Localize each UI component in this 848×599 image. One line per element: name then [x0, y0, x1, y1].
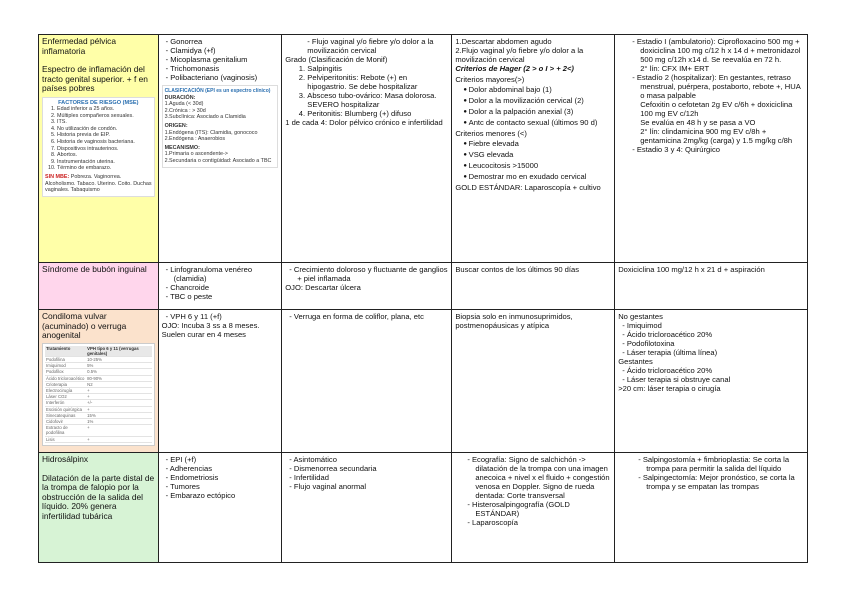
treatment-item: - Salpingostomía + fimbrioplastia: Se corta la trompa para permitir la salida del líquido: [638, 455, 804, 473]
disease-definition: Dilatación de la parte distal de la trompa de falopio por la obstrucción de la salida del líquido. 20% genera infertilidad tubárica: [42, 472, 155, 521]
cell-disease-bubon: [39, 263, 159, 310]
major-criterion: ● Dolor abdominal bajo (1): [461, 85, 611, 95]
treatment-list: [618, 37, 804, 154]
clinic-list: [285, 312, 448, 321]
risk-factor-item: 1. Edad inferior a 25 años.: [57, 106, 152, 113]
etiology-list: [162, 455, 279, 500]
mecanismo-item: 2.Secundaria o contigüidad: Asociado a TBC: [164, 157, 272, 164]
risk-factor-item: 7. Dispositivos intrauterinos.: [57, 146, 152, 153]
etiology-list: [162, 37, 279, 82]
table-row-condiloma: [39, 310, 808, 453]
minitable-cell: 1%: [86, 418, 151, 424]
minitable-cell: Electrocirugía: [45, 387, 86, 393]
treatment-stage34: - Estadio 3 y 4: Quirúrgico: [632, 145, 804, 154]
clinic-list: [285, 455, 448, 491]
minor-criteria-label: Criterios menores (<): [455, 129, 527, 138]
treatment-stage2-drug: Cefoxitin o cefotetan 2g EV c/6h + doxiciclina 100 mg EV c/12h: [640, 100, 793, 118]
treatment-stage2: - Estadío 2 (hospitalizar): En gestantes, retraso menstrual, puérpera, postaborto, rebote +, HUA o masa palpable: [632, 73, 804, 100]
minitable-cell: Ácido tricloroacético: [46, 375, 85, 381]
hager-criteria-title: Criterios de Hager (2 > o I > + 2<): [455, 64, 574, 73]
origen-item: 1.Endógena (ITS): Clamidia, gonococo: [164, 129, 258, 136]
etiology-item: - Embarazo ectópico: [166, 491, 279, 500]
cell-treatment-condiloma: [615, 310, 808, 453]
minitable-cell: Crioterapia: [45, 381, 86, 387]
mecanismo-item: 1.Primaria o ascendente->: [164, 151, 228, 158]
minitable-row: [45, 425, 152, 436]
etiology-item: - Clamidya (+f): [166, 46, 279, 55]
etiology-item: - VPH 6 y 11 (+f): [166, 312, 279, 321]
risk-factor-item: 3. ITS.: [57, 119, 152, 126]
diagnosis-list: [455, 455, 611, 527]
minitable-cell: Láser CO2: [45, 394, 86, 400]
cell-clinic-bubon: [282, 263, 452, 310]
minitable-cell: 0.5%: [86, 369, 151, 375]
risk-factor-item: 10. Término de embarazo.: [57, 165, 152, 172]
clinic-list: [285, 265, 448, 283]
clinic-item: - Flujo vaginal anormal: [289, 482, 448, 491]
clinic-item: - Dismenorrea secundaria: [289, 464, 448, 473]
no-gest-label: No gestantes: [618, 312, 663, 321]
duracion-list: [165, 101, 276, 121]
etiology-item: - EPI (+f): [166, 455, 279, 464]
risk-factor-item: 5. Historia previa de EIP.: [57, 132, 152, 139]
table-row-epi: [39, 35, 808, 263]
monif-grades-list: [285, 64, 448, 118]
treatment-stage2-2nd: 2° lín: clindamicina 900 mg EV c/8h + gentamicina 2mg/kg (carga) y 1.5 mg/kg c/8h: [640, 127, 793, 145]
cell-clinic-hidrosalpinx: [282, 453, 452, 563]
cell-etiology-epi: [158, 35, 282, 263]
grade-header: Grado (Clasificación de Monif): [285, 55, 388, 64]
minor-criterion: ● Demostrar mo en exudado cervical: [461, 172, 611, 182]
minitable-header: VPH tipo 6 y 11 (verrugas genitales): [86, 346, 151, 357]
etiology-item: - Trichomonasis: [166, 64, 279, 73]
clinic-intro: - Flujo vaginal y/o fiebre y/o dolor a la movilización cervical: [307, 37, 434, 55]
minitable-row: [45, 436, 152, 442]
gest-label: Gestantes: [618, 357, 653, 366]
clinic-note: OJO: Descartar úlcera: [285, 283, 361, 292]
risk-factor-item: 2. Múltiples compañeros sexuales.: [57, 113, 152, 120]
diagnosis-item: - Laparoscopía: [467, 518, 611, 527]
risk-factor-item: 6. Historia de vaginosis bacteriana.: [57, 139, 152, 146]
etiology-note: OJO: Incuba 3 ss a 8 meses. Suelen curar en 4 meses: [161, 321, 260, 339]
minitable-cell: 15%: [86, 412, 151, 418]
cell-clinic-epi: [282, 35, 452, 263]
minitable-cell: Podofilox: [45, 369, 86, 375]
risk-factors-figure: [42, 97, 155, 197]
diagnosis-item: - Ecografía: Signo de salchichón -> dilatación de la trompa con una imagen anecoica + nivel x el fluido + congestión venosa en Doppler. Signo de rueda dentada: Corte transversal: [467, 455, 611, 500]
cell-treatment-hidrosalpinx: [615, 453, 808, 563]
treatment-item: - Láser terapia (última línea): [622, 348, 804, 357]
etiology-item: - Polibacteriano (vaginosis): [166, 73, 279, 82]
cell-etiology-bubon: [158, 263, 282, 310]
treatment-list: [618, 455, 804, 491]
minitable-cell: +/-: [86, 400, 151, 406]
treatment-item: - Láser terapia si obstruye canal: [622, 375, 804, 384]
mecanismo-list: [165, 151, 276, 164]
cell-diagnosis-hidrosalpinx: [452, 453, 615, 563]
cell-clinic-condiloma: [282, 310, 452, 453]
etiology-item: - Endometriosis: [166, 473, 279, 482]
duracion-item: 1.Aguda (< 30d): [164, 101, 204, 108]
origen-list: [165, 130, 276, 143]
minor-criterion: ● VSG elevada: [461, 150, 611, 160]
minitable-cell: 10-25%: [86, 356, 151, 362]
disease-name: Síndrome de bubón inguinal: [42, 264, 147, 274]
risk-factor-item: 4. No utilización de condón.: [57, 126, 152, 133]
etiology-item: - Linfogranuloma venéreo (clamidia): [166, 265, 279, 283]
grade-item: 3. Absceso tubo-ovárico: Masa dolorosa. SEVERO hospitalizar: [307, 91, 448, 109]
gold-standard: GOLD ESTÁNDAR: Laparoscopía + cultivo: [455, 183, 601, 192]
etiology-list: [162, 312, 279, 321]
clinic-outro: 1 de cada 4: Dolor pélvico crónico e infertilidad: [285, 118, 443, 127]
minitable-cell: +: [86, 394, 151, 400]
hpv-treatment-figure: [42, 343, 155, 446]
minor-criterion: ● Leucocitosis >15000: [461, 161, 611, 171]
grade-item: 4. Peritonitis: Blumberg (+) difuso: [307, 109, 448, 118]
classification-title: CLASIFICACIÓN (EPI es un espectro clínico): [164, 88, 271, 94]
minitable-header-row: [45, 346, 152, 357]
origen-item: 2.Endógena : Anaerobios: [164, 136, 226, 143]
summary-table: [38, 34, 808, 563]
cell-disease-hidrosalpinx: [39, 453, 159, 563]
etiology-item: - Micoplasma genitalium: [166, 55, 279, 64]
risk-factor-item: 8. Abortos.: [57, 152, 152, 159]
major-criteria-label: Criterios mayores(>): [455, 75, 525, 84]
diagnosis-line2: 2.Flujo vaginal y/o fiebre y/o dolor a la movilización cervical: [455, 46, 584, 64]
minitable-cell: Imiquimod: [45, 363, 86, 369]
treatment-note: >20 cm: láser terapia o cirugía: [618, 384, 721, 393]
treatment-item: - Ácido tricloroacético 20%: [622, 330, 804, 339]
sin-mbe-text: Pobreza. Vaginorrea. Alcoholismo. Tabaco. Uterino. Coito. Duchas vaginales. Tabaquismo: [45, 174, 152, 194]
major-criterion: ● Dolor a la movilización cervical (2): [461, 96, 611, 106]
etiology-item: - Gonorrea: [166, 37, 279, 46]
minitable-cell: Extracto de podofilina: [45, 425, 86, 436]
risk-factor-item: 9. Instrumentación uterina.: [57, 159, 152, 166]
minitable-cell: Cidofovir: [45, 418, 86, 424]
risk-factors-list: [45, 106, 152, 172]
treatment-item: - Salpingectomía: Mejor pronóstico, se corta la trompa y se empatan las trompas: [638, 473, 804, 491]
cell-etiology-condiloma: [158, 310, 282, 453]
minitable-cell: 5%: [86, 363, 151, 369]
etiology-item: - Adherencias: [166, 464, 279, 473]
treatment-stage1: - Estadio I (ambulatorio): Ciprofloxacino 500 mg + doxiciclina 100 mg c/12 h x 14 d + metronidazol 500 mg c/12h x14 d. Se reevalúa en 72 h.: [632, 37, 804, 64]
diagnosis-line1: 1.Descartar abdomen agudo: [455, 37, 552, 46]
cell-treatment-epi: [615, 35, 808, 263]
clinic-item: - Infertilidad: [289, 473, 448, 482]
minitable-cell: Lisis: [45, 436, 86, 442]
etiology-list: [162, 265, 279, 301]
no-gest-list: [618, 321, 804, 357]
cell-diagnosis-bubon: [452, 263, 615, 310]
minitable-cell: Sinecatequinas: [45, 412, 86, 418]
treatment-item: - Podofilotoxina: [622, 339, 804, 348]
table-row-bubon: [39, 263, 808, 310]
etiology-item: - TBC o peste: [166, 292, 279, 301]
minitable-cell: +: [86, 406, 151, 412]
cell-disease-epi: [39, 35, 159, 263]
risk-factors-title: FACTORES DE RIESGO (MSE): [58, 99, 139, 106]
major-criterion: ● Antc de contacto sexual (últimos 90 d): [461, 118, 611, 128]
clinic-item: - Asintomático: [289, 455, 448, 464]
minitable-cell: +: [86, 387, 151, 393]
minitable-cell: N2: [86, 381, 151, 387]
etiology-item: - Chancroide: [166, 283, 279, 292]
major-criteria-list: [455, 85, 611, 128]
gest-list: [618, 366, 804, 384]
mecanismo-label: MECANISMO:: [164, 144, 200, 151]
classification-figure: [162, 85, 279, 168]
clinic-item: - Verruga en forma de coliflor, plana, etc: [289, 312, 448, 321]
diagnosis-text: Biopsia solo en inmunosuprimidos, postmenopáusicas y atípica: [455, 312, 573, 330]
disease-name: Condiloma vulvar (acuminado) o verruga anogenital: [42, 311, 127, 340]
minitable-cell: 80-90%: [86, 375, 151, 381]
hpv-treatment-table: [45, 346, 152, 443]
grade-item: 1. Salpingitis: [307, 64, 448, 73]
duracion-item: 3.Subclínica: Asociado a Clamidia: [164, 114, 246, 121]
disease-name: Hidrosálpinx: [42, 454, 89, 464]
diagnosis-item: - Histerosalpingografía (GOLD ESTÁNDAR): [467, 500, 611, 518]
table-row-hidrosalpinx: [39, 453, 808, 563]
duracion-item: 2.Crónica : > 30d: [164, 107, 206, 114]
etiology-item: - Tumores: [166, 482, 279, 491]
minor-criteria-list: [455, 139, 611, 182]
minitable-cell: +: [86, 425, 151, 436]
minitable-cell: Escisión quirúrgica: [45, 406, 86, 412]
major-criterion: ● Dolor a la palpación anexial (3): [461, 107, 611, 117]
treatment-item: - Imiquimod: [622, 321, 804, 330]
duracion-label: DURACIÓN:: [164, 94, 196, 101]
origen-label: ORIGEN:: [164, 122, 188, 129]
cell-diagnosis-condiloma: [452, 310, 615, 453]
diagnosis-text: Buscar contos de los últimos 90 días: [455, 265, 580, 274]
cell-etiology-hidrosalpinx: [158, 453, 282, 563]
cell-treatment-bubon: [615, 263, 808, 310]
treatment-text: Doxiciclina 100 mg/12 h x 21 d + aspiración: [618, 265, 765, 274]
disease-definition: Espectro de inflamación del tracto genital superior. + f en países pobres: [42, 64, 148, 93]
cell-diagnosis-epi: [452, 35, 615, 263]
cell-disease-condiloma: [39, 310, 159, 453]
minitable-cell: +: [86, 436, 151, 442]
treatment-stage1-2nd: 2° lín: CFX IM+ ERT: [640, 64, 710, 73]
minor-criterion: ● Fiebre elevada: [461, 139, 611, 149]
treatment-stage2-eval: Se evalúa en 48 h y se pasa a VO: [640, 118, 756, 127]
grade-item: 2. Pelviperitonitis: Rebote (+) en hipogastrio. Se debe hospitalizar: [307, 73, 448, 91]
disease-name: Enfermedad pélvica inflamatoria: [42, 36, 117, 56]
minitable-cell: Interferón: [45, 400, 86, 406]
minitable-header: Tratamiento: [45, 346, 86, 357]
clinic-item: - Crecimiento doloroso y fluctuante de ganglios + piel inflamada: [289, 265, 448, 283]
minitable-cell: Podofilina: [45, 356, 86, 362]
sin-mbe-label: SIN MBE:: [45, 174, 70, 181]
treatment-item: - Ácido tricloroacético 20%: [622, 366, 804, 375]
